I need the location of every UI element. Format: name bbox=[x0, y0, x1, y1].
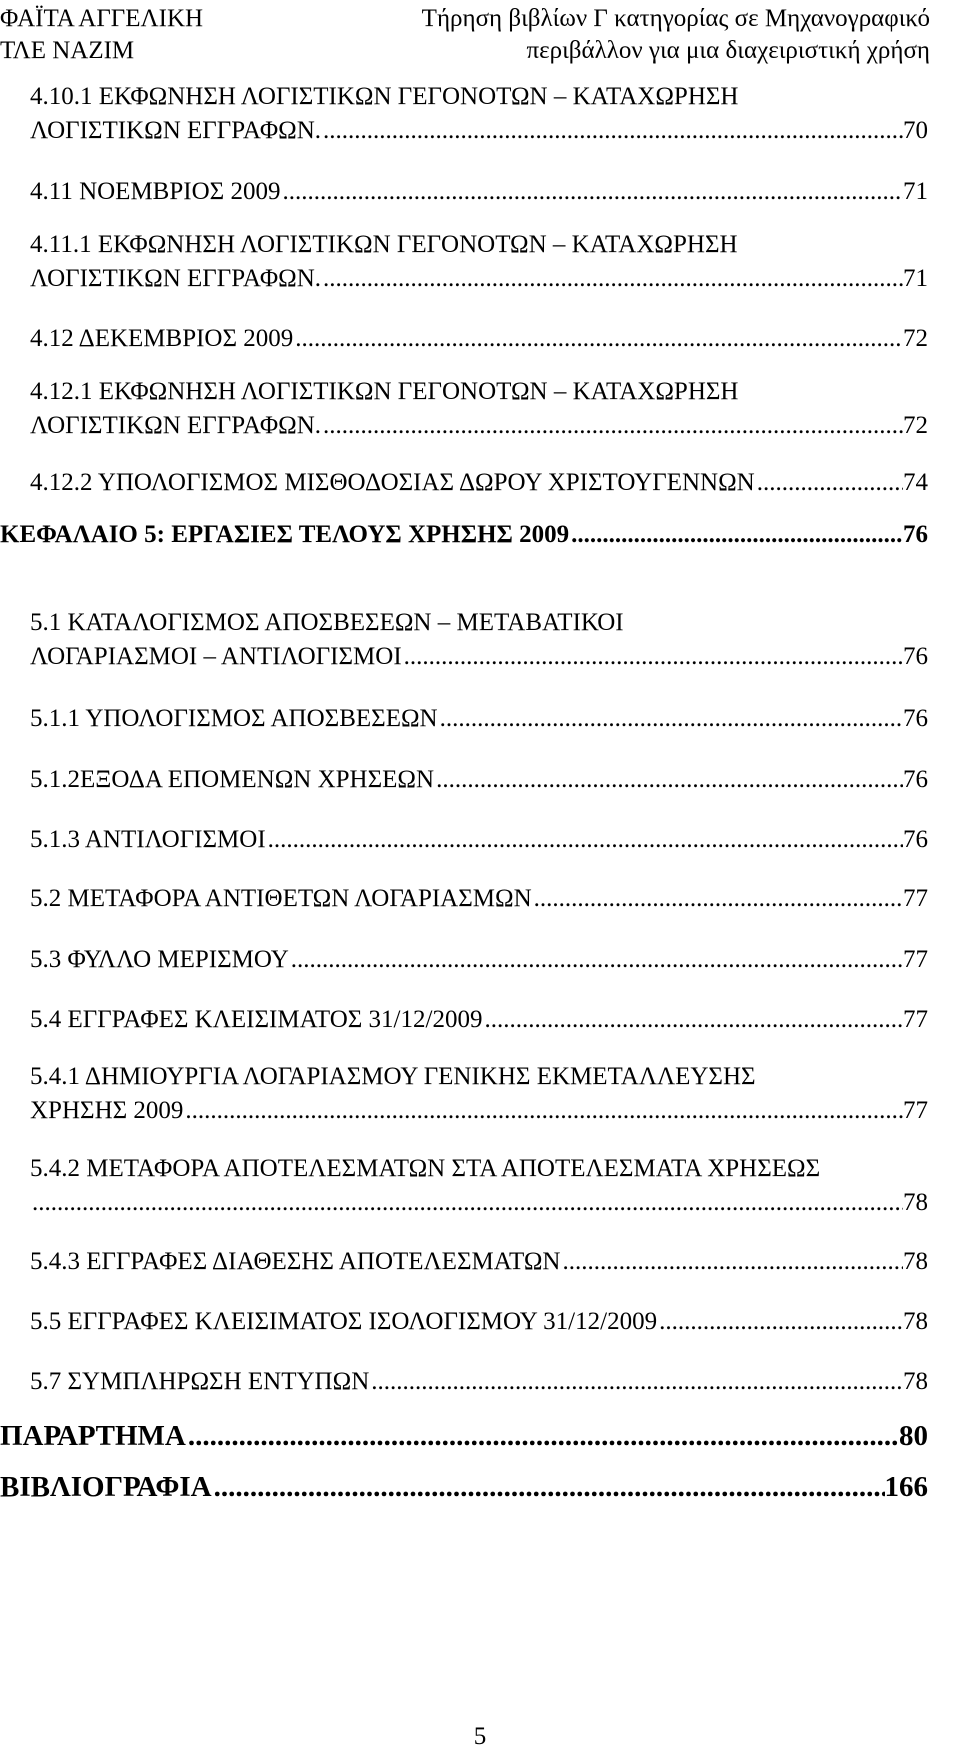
toc-entry-text: 5.4.1 ΔΗΜΙΟΥΡΓΙΑ ΛΟΓΑΡΙΑΣΜΟΥ ΓΕΝΙΚΗΣ ΕΚΜΕΤΑΛΛΕΥΣΗΣ bbox=[30, 1063, 756, 1090]
toc-page-number: 80 bbox=[899, 1420, 928, 1452]
toc-bibliography-entry[interactable] bbox=[0, 1470, 928, 1504]
dot-leader bbox=[30, 1186, 903, 1220]
toc-entry-text: ΛΟΓΙΣΤΙΚΩΝ ΕΓΓΡΑΦΩΝ. bbox=[30, 265, 322, 292]
toc-entry-text: 5.3 ΦΥΛΛΟ ΜΕΡΙΣΜΟΥ bbox=[30, 946, 289, 973]
toc-entry-text: ΚΕΦΑΛΑΙΟ 5: ΕΡΓΑΣΙΕΣ ΤΕΛΟΥΣ ΧΡΗΣΗΣ 2009 bbox=[0, 521, 570, 548]
toc-entry-text: 5.7 ΣΥΜΠΛΗΡΩΣΗ ΕΝΤΥΠΩΝ bbox=[30, 1368, 370, 1395]
toc-entry-text: 5.1.1 ΥΠΟΛΟΓΙΣΜΟΣ ΑΠΟΣΒΕΣΕΩΝ bbox=[30, 705, 438, 732]
toc-appendix-entry[interactable] bbox=[0, 1419, 928, 1453]
dot-leader bbox=[321, 114, 903, 148]
toc-page-number: 76 bbox=[903, 766, 928, 793]
toc-entry-text: 5.1.2ΕΞΟΔΑ ΕΠΟΜΕΝΩΝ ΧΡΗΣΕΩΝ bbox=[30, 766, 435, 793]
toc-entry-text: 4.10.1 ΕΚΦΩΝΗΣΗ ΛΟΓΙΣΤΙΚΩΝ ΓΕΓΟΝΟΤΩΝ – ΚΑΤΑΧΩΡΗΣΗ bbox=[30, 83, 739, 110]
toc-entry-text: ΠΑΡΑΡΤΗΜΑ bbox=[0, 1420, 186, 1452]
toc-page-number: 70 bbox=[903, 117, 928, 144]
toc-entry-text: 4.11.1 ΕΚΦΩΝΗΣΗ ΛΟΓΙΣΤΙΚΩΝ ΓΕΓΟΝΟΤΩΝ – ΚΑΤΑΧΩΡΗΣΗ bbox=[30, 231, 738, 258]
toc-entry-text: 5.4 ΕΓΓΡΑΦΕΣ ΚΛΕΙΣΙΜΑΤΟΣ 31/12/2009 bbox=[30, 1006, 483, 1033]
page-number: 5 bbox=[473, 1723, 487, 1750]
dot-leader bbox=[289, 943, 903, 977]
dot-leader bbox=[482, 1003, 903, 1037]
header-subtitle: περιβάλλον για μια διαχειριστική χρήση bbox=[526, 37, 930, 64]
toc-page-number: 78 bbox=[903, 1248, 928, 1275]
toc-page-number: 71 bbox=[903, 178, 928, 205]
dot-leader bbox=[183, 1094, 903, 1128]
toc-chapter-entry[interactable] bbox=[0, 518, 928, 552]
toc-entry-text: 5.1 ΚΑΤΑΛΟΓΙΣΜΟΣ ΑΠΟΣΒΕΣΕΩΝ – ΜΕΤΑΒΑΤΙΚΟΙ bbox=[30, 609, 624, 636]
toc-page-number: 77 bbox=[903, 885, 928, 912]
toc-entry[interactable] bbox=[30, 1305, 928, 1339]
toc-entry-text: 4.12.1 ΕΚΦΩΝΗΣΗ ΛΟΓΙΣΤΙΚΩΝ ΓΕΓΟΝΟΤΩΝ – ΚΑΤΑΧΩΡΗΣΗ bbox=[30, 378, 739, 405]
toc-entry-text: 4.12.2 ΥΠΟΛΟΓΙΣΜΟΣ ΜΙΣΘΟΔΟΣΙΑΣ ΔΩΡΟΥ ΧΡΙΣΤΟΥΓΕΝΝΩΝ bbox=[30, 469, 755, 496]
dot-leader bbox=[657, 1305, 903, 1339]
dot-leader bbox=[569, 518, 903, 552]
toc-entry[interactable] bbox=[30, 606, 928, 674]
dot-leader bbox=[321, 262, 903, 296]
toc-page-number: 71 bbox=[903, 265, 928, 292]
dot-leader bbox=[438, 702, 903, 736]
toc-entry-text: ΒΙΒΛΙΟΓΡΑΦΙΑ bbox=[0, 1471, 212, 1503]
dot-leader bbox=[369, 1365, 903, 1399]
dot-leader bbox=[434, 763, 903, 797]
toc-entry-text: ΛΟΓΑΡΙΑΣΜΟΙ – ΑΝΤΙΛΟΓΙΣΜΟΙ bbox=[30, 643, 402, 670]
toc-entry-text: 4.11 ΝΟΕΜΒΡΙΟΣ 2009 bbox=[30, 178, 281, 205]
toc-entry[interactable] bbox=[30, 702, 928, 736]
toc-page-number: 77 bbox=[903, 946, 928, 973]
toc-page-number: 78 bbox=[903, 1308, 928, 1335]
toc-entry-text: ΛΟΓΙΣΤΙΚΩΝ ΕΓΓΡΑΦΩΝ. bbox=[30, 117, 322, 144]
header-author: ΦΑΪΤΑ ΑΓΓΕΛΙΚΗ bbox=[0, 5, 204, 32]
toc-entry-text: 4.12 ΔΕΚΕΜΒΡΙΟΣ 2009 bbox=[30, 325, 294, 352]
dot-leader bbox=[186, 1419, 899, 1453]
toc-entry[interactable] bbox=[30, 80, 928, 148]
toc-entry[interactable] bbox=[30, 1365, 928, 1399]
toc-entry[interactable] bbox=[30, 175, 928, 209]
dot-leader bbox=[266, 823, 903, 857]
toc-entry[interactable] bbox=[30, 375, 928, 443]
toc-entry-text: 5.5 ΕΓΓΡΑΦΕΣ ΚΛΕΙΣΙΜΑΤΟΣ ΙΣΟΛΟΓΙΣΜΟΥ 31/12/2009 bbox=[30, 1308, 658, 1335]
toc-entry-text: ΧΡΗΣΗΣ 2009 bbox=[30, 1097, 184, 1124]
toc-entry[interactable] bbox=[30, 823, 928, 857]
toc-page-number: 76 bbox=[903, 705, 928, 732]
toc-page-number: 77 bbox=[903, 1097, 928, 1124]
toc-entry-text: ΛΟΓΙΣΤΙΚΩΝ ΕΓΓΡΑΦΩΝ. bbox=[30, 412, 322, 439]
toc-page-number: 166 bbox=[884, 1471, 928, 1503]
dot-leader bbox=[560, 1245, 903, 1279]
toc-entry[interactable] bbox=[30, 943, 928, 977]
toc-entry-text: 5.4.3 ΕΓΓΡΑΦΕΣ ΔΙΑΘΕΣΗΣ ΑΠΟΤΕΛΕΣΜΑΤΩΝ bbox=[30, 1248, 561, 1275]
toc-entry-text: 5.2 ΜΕΤΑΦΟΡΑ ΑΝΤΙΘΕΤΩΝ ΛΟΓΑΡΙΑΣΜΩΝ bbox=[30, 885, 532, 912]
header-title: Τήρηση βιβλίων Γ κατηγορίας σε Μηχανογραφικό bbox=[421, 5, 930, 32]
dot-leader bbox=[321, 409, 903, 443]
toc-entry[interactable] bbox=[30, 763, 928, 797]
toc-page-number: 74 bbox=[903, 469, 928, 496]
toc-entry[interactable] bbox=[30, 1060, 928, 1128]
toc-entry[interactable] bbox=[30, 1245, 928, 1279]
header-author-dept: ΤΛΕ ΝΑΖΙΜ bbox=[0, 37, 135, 64]
dot-leader bbox=[280, 175, 903, 209]
toc-page-number: 76 bbox=[903, 826, 928, 853]
toc-page-number: 72 bbox=[903, 412, 928, 439]
toc-entry[interactable] bbox=[30, 882, 928, 916]
toc-entry[interactable] bbox=[30, 466, 928, 500]
toc-page-number: 76 bbox=[903, 643, 928, 670]
dot-leader bbox=[532, 882, 903, 916]
dot-leader bbox=[212, 1470, 885, 1504]
page-header bbox=[0, 2, 960, 70]
dot-leader bbox=[293, 322, 903, 356]
toc-page-number: 77 bbox=[903, 1006, 928, 1033]
toc-entry[interactable] bbox=[30, 1152, 928, 1220]
toc-page-number: 76 bbox=[903, 521, 928, 548]
dot-leader bbox=[402, 640, 903, 674]
toc-entry[interactable] bbox=[30, 1003, 928, 1037]
toc-page-number: 78 bbox=[903, 1189, 928, 1216]
toc-entry-text: 5.1.3 ΑΝΤΙΛΟΓΙΣΜΟΙ bbox=[30, 826, 266, 853]
toc-page-number: 72 bbox=[903, 325, 928, 352]
dot-leader bbox=[755, 466, 903, 500]
toc-entry-text: 5.4.2 ΜΕΤΑΦΟΡΑ ΑΠΟΤΕΛΕΣΜΑΤΩΝ ΣΤΑ ΑΠΟΤΕΛΕΣΜΑΤΑ ΧΡΗΣΕΩΣ bbox=[30, 1155, 821, 1182]
toc-page-number: 78 bbox=[903, 1368, 928, 1395]
toc-entry[interactable] bbox=[30, 322, 928, 356]
toc-entry[interactable] bbox=[30, 228, 928, 296]
